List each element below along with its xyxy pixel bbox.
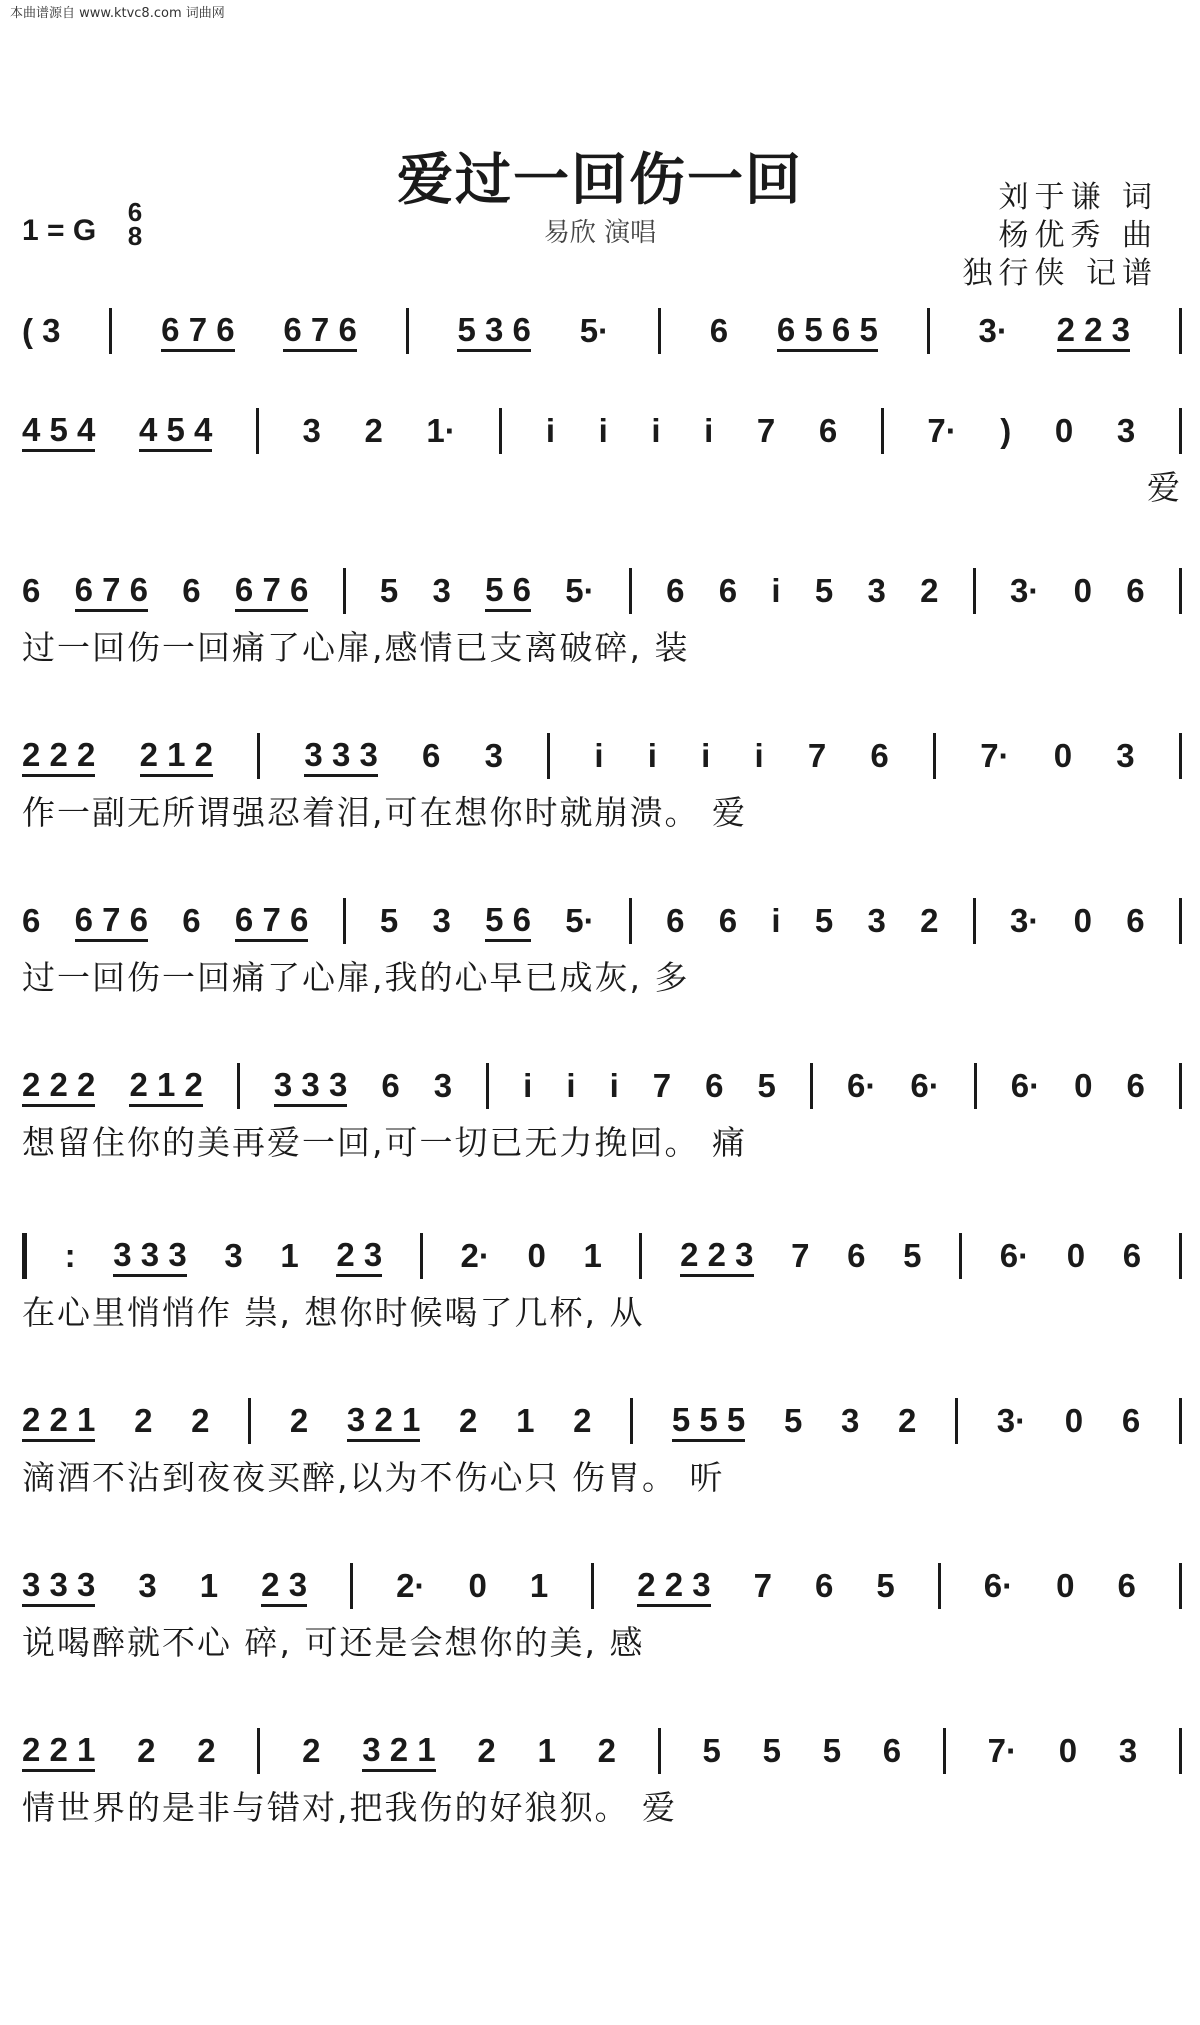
staff-line-7 xyxy=(22,1235,1182,1332)
barline xyxy=(1179,1728,1182,1774)
meter-denominator: 8 xyxy=(127,221,143,251)
note-group: 6 xyxy=(422,737,441,774)
lyrics: 想留住你的美再爱一回,可一切已无力挽回。 痛 xyxy=(22,1123,747,1162)
note-group: 5· xyxy=(565,902,595,939)
barline xyxy=(810,1063,813,1109)
barline xyxy=(257,733,260,779)
barline xyxy=(973,898,976,944)
note-group: 3 xyxy=(1116,737,1135,774)
note-group: 6 xyxy=(870,737,889,774)
note-group: 2 2 1 xyxy=(22,1731,95,1772)
note-group: i xyxy=(651,412,661,449)
note-group: 2 xyxy=(920,572,939,609)
note-group: 2 2 2 xyxy=(22,736,95,777)
barline xyxy=(933,733,936,779)
notes xyxy=(22,310,1182,352)
note-group: i xyxy=(594,737,604,774)
note-group: 6 xyxy=(1117,1567,1136,1604)
song-title: 爱过一回伤一回 xyxy=(397,147,803,213)
note-group: 6 xyxy=(22,902,41,939)
note-group: 6 xyxy=(847,1237,866,1274)
time-signature xyxy=(120,197,150,251)
note-group: 1 xyxy=(280,1237,299,1274)
note-group: 3 3 3 xyxy=(113,1236,186,1277)
note-group: 0 xyxy=(468,1567,487,1604)
note-group: 7 xyxy=(753,1567,772,1604)
lyrics: 说喝醉就不心 碎, 可还是会想你的美, 感 xyxy=(22,1623,645,1662)
note-group: 6 xyxy=(1122,1237,1142,1274)
staff-line-10 xyxy=(22,1730,1182,1827)
note-group: 2 2 3 xyxy=(637,1566,710,1607)
staff-line-5 xyxy=(22,900,1182,997)
note-group: ( 3 xyxy=(22,312,61,349)
note-group: 7· xyxy=(980,737,1010,774)
barline xyxy=(350,1563,353,1609)
note-group: 1 xyxy=(583,1237,602,1274)
note-group: 6 xyxy=(718,902,738,939)
staff-line-4 xyxy=(22,735,1182,832)
note-group: 5 xyxy=(379,902,399,939)
note-group: 2 xyxy=(920,902,939,939)
note-group: 3 xyxy=(432,902,451,939)
note-group: 3 xyxy=(224,1237,243,1274)
barline xyxy=(973,568,976,614)
note-group: 5 6 xyxy=(485,571,531,612)
note-group: 3 2 1 xyxy=(347,1401,420,1442)
note-group: 6 xyxy=(818,412,838,449)
note-group: 2 3 xyxy=(336,1236,382,1277)
notes xyxy=(22,735,1182,777)
repeat-dots: : xyxy=(64,1237,76,1274)
note-group: 3 xyxy=(1118,1732,1138,1769)
barline xyxy=(1179,408,1182,454)
note-group: 4 5 4 xyxy=(22,411,95,452)
barline xyxy=(109,308,112,354)
note-group: 5 3 6 xyxy=(457,311,530,352)
notes xyxy=(22,900,1182,942)
performer: 易欣 演唱 xyxy=(543,218,657,248)
staff-line-8 xyxy=(22,1400,1182,1497)
note-group: i xyxy=(701,737,711,774)
barline xyxy=(237,1063,240,1109)
barline xyxy=(248,1398,251,1444)
lyrics: 作一副无所谓强忍着泪,可在想你时就崩溃。 爱 xyxy=(22,793,747,832)
note-group: 3 3 3 xyxy=(304,736,377,777)
note-group: 2 2 3 xyxy=(1057,311,1130,352)
note-group: 2 xyxy=(191,1402,210,1439)
barline xyxy=(1179,308,1182,354)
note-group: 2 2 1 xyxy=(22,1401,95,1442)
note-group: 2 xyxy=(459,1402,478,1439)
watermark-text: 本曲谱源自 www.ktvc8.com 词曲网 xyxy=(10,6,225,21)
note-group: 3 xyxy=(302,412,321,449)
barline xyxy=(974,1063,977,1109)
note-group: 1· xyxy=(426,412,456,449)
note-group: 4 5 4 xyxy=(139,411,212,452)
note-group: 7 xyxy=(791,1237,810,1274)
note-group: 5· xyxy=(579,312,610,349)
barline xyxy=(658,1728,661,1774)
barline xyxy=(1179,1063,1182,1109)
barline xyxy=(927,308,930,354)
barline xyxy=(547,733,550,779)
barline xyxy=(943,1728,946,1774)
lyrics: 滴酒不沾到夜夜买醉,以为不伤心只 伤胃。 听 xyxy=(22,1458,725,1497)
barline xyxy=(881,408,884,454)
barline xyxy=(420,1233,423,1279)
barline xyxy=(406,308,409,354)
note-group: 6 xyxy=(705,1067,724,1104)
note-group: 3 3 3 xyxy=(274,1066,347,1107)
note-group: i xyxy=(598,412,608,449)
barline xyxy=(938,1563,941,1609)
note-group: 3· xyxy=(1009,902,1040,939)
note-group: i xyxy=(566,1067,576,1104)
barline xyxy=(486,1063,489,1109)
barline xyxy=(343,898,346,944)
note-group: i xyxy=(771,572,781,609)
note-group: 5· xyxy=(565,572,595,609)
notes xyxy=(22,570,1182,612)
note-group: 2 2 2 xyxy=(22,1066,95,1107)
note-group: 2 xyxy=(134,1402,153,1439)
lyrics: 爱 xyxy=(1147,468,1182,507)
barline xyxy=(1179,1398,1182,1444)
notes xyxy=(22,1400,1182,1442)
note-group: 5 xyxy=(814,902,834,939)
note-group: 5 xyxy=(702,1732,721,1769)
note-group: 7· xyxy=(927,412,957,449)
note-group: i xyxy=(704,412,714,449)
notes xyxy=(22,1065,1182,1107)
note-group: 6 xyxy=(182,572,201,609)
note-group: 7 xyxy=(652,1067,672,1104)
note-group: 6 xyxy=(815,1567,834,1604)
note-group: 2 xyxy=(573,1402,592,1439)
note-group: 2 xyxy=(597,1732,616,1769)
barline xyxy=(630,1398,633,1444)
note-group: i xyxy=(545,412,556,449)
meter-numerator: 6 xyxy=(127,197,143,227)
barline xyxy=(959,1233,962,1279)
note-group: 3 xyxy=(433,1067,453,1104)
note-group: i xyxy=(754,737,764,774)
credit-transcriber: 独行侠 记谱 xyxy=(962,256,1158,291)
note-group: 6 xyxy=(666,902,685,939)
note-group: 0 xyxy=(1058,1732,1078,1769)
note-group: 6 xyxy=(1126,1067,1145,1104)
note-group: i xyxy=(771,902,781,939)
lyrics: 过一回伤一回痛了心扉,我的心早已成灰, 多 xyxy=(22,958,690,997)
note-group: 6 xyxy=(22,572,41,609)
staff-line-9 xyxy=(22,1565,1182,1662)
note-group: 3· xyxy=(1009,572,1040,609)
note-group: 3 2 1 xyxy=(362,1731,435,1772)
note-group: i xyxy=(647,737,657,774)
barline xyxy=(1179,898,1182,944)
note-group: 1 xyxy=(529,1567,549,1604)
note-group: 2 xyxy=(364,412,383,449)
note-group: 3 xyxy=(867,572,886,609)
note-group: 0 xyxy=(1073,902,1092,939)
note-group: 5 xyxy=(876,1567,895,1604)
note-group: 2 3 xyxy=(261,1566,307,1607)
note-group: 6 7 6 xyxy=(75,901,148,942)
note-group: 3 xyxy=(867,902,886,939)
note-group: 6 xyxy=(1121,1402,1141,1439)
note-group: 1 xyxy=(199,1567,219,1604)
note-group: 6 5 6 5 xyxy=(777,311,878,352)
note-group: 6 xyxy=(182,902,201,939)
note-group: 6 xyxy=(1126,902,1145,939)
lyrics: 过一回伤一回痛了心扉,感情已支离破碎, 装 xyxy=(22,628,690,667)
note-group: 5 xyxy=(379,572,399,609)
note-group: 7 xyxy=(756,412,776,449)
note-group: 6 xyxy=(381,1067,400,1104)
note-group: 1 xyxy=(516,1402,535,1439)
note-group: 6· xyxy=(1010,1067,1041,1104)
staff-line-1 xyxy=(22,310,1182,352)
note-group: 6· xyxy=(910,1067,940,1104)
note-group: 7· xyxy=(987,1732,1017,1769)
notes xyxy=(22,1235,1182,1277)
note-group: 2 1 2 xyxy=(129,1066,202,1107)
note-group: 6· xyxy=(983,1567,1014,1604)
note-group: 2 xyxy=(898,1402,917,1439)
note-group: 0 xyxy=(1056,1567,1075,1604)
note-group: i xyxy=(523,1067,533,1104)
note-group: i xyxy=(609,1067,619,1104)
note-group: 0 xyxy=(1053,737,1073,774)
note-group: 0 xyxy=(1074,1067,1093,1104)
note-group: ) xyxy=(1000,412,1012,449)
notes xyxy=(22,1730,1182,1772)
barline xyxy=(639,1233,642,1279)
barline xyxy=(591,1563,594,1609)
staff-line-6 xyxy=(22,1065,1182,1162)
notes xyxy=(22,410,1182,452)
note-group: 2· xyxy=(396,1567,426,1604)
barline xyxy=(1179,733,1182,779)
barline xyxy=(256,408,259,454)
note-group: 2 xyxy=(477,1732,496,1769)
note-group: 5 xyxy=(762,1732,781,1769)
barline xyxy=(629,898,632,944)
note-group: 5 xyxy=(822,1732,842,1769)
note-group: 5 xyxy=(903,1237,922,1274)
note-group: 6 7 6 xyxy=(75,571,148,612)
note-group: 6 xyxy=(718,572,738,609)
barline xyxy=(955,1398,958,1444)
note-group: 5 xyxy=(757,1067,776,1104)
note-group: 5 5 5 xyxy=(672,1401,745,1442)
barline xyxy=(1179,568,1182,614)
note-group: 6 xyxy=(1126,572,1145,609)
note-group: 6· xyxy=(846,1067,877,1104)
note-group: 2 xyxy=(137,1732,156,1769)
barline xyxy=(1179,1233,1182,1279)
repeat-barline xyxy=(22,1233,27,1279)
lyrics: 在心里悄悄作 祟, 想你时候喝了几杯, 从 xyxy=(22,1293,645,1332)
note-group: 0 xyxy=(1064,1402,1084,1439)
note-group: 0 xyxy=(1054,412,1074,449)
lyrics: 情世界的是非与错对,把我伤的好狼狈。 爱 xyxy=(22,1788,677,1827)
credit-lyrics: 刘于谦 词 xyxy=(998,180,1158,215)
staff-line-2 xyxy=(22,410,1182,507)
note-group: 1 xyxy=(537,1732,556,1769)
note-group: 3· xyxy=(978,312,1008,349)
notes xyxy=(22,1565,1182,1607)
note-group: 5 xyxy=(783,1402,803,1439)
note-group: 2 xyxy=(289,1402,309,1439)
note-group: 0 xyxy=(1066,1237,1086,1274)
note-group: 5 xyxy=(814,572,834,609)
note-group: 2 xyxy=(197,1732,216,1769)
note-group: 3 xyxy=(484,737,503,774)
note-group: 0 xyxy=(1073,572,1092,609)
key-signature: 1 = G xyxy=(22,214,97,247)
note-group: 5 6 xyxy=(485,901,531,942)
barline xyxy=(257,1728,260,1774)
note-group: 3 3 3 xyxy=(22,1566,95,1607)
note-group: 2 1 2 xyxy=(140,736,213,777)
note-group: 3 xyxy=(1116,412,1136,449)
note-group: 6 xyxy=(666,572,685,609)
barline xyxy=(658,308,661,354)
note-group: 6· xyxy=(999,1237,1030,1274)
note-group: 6 xyxy=(709,312,729,349)
note-group: 2· xyxy=(460,1237,490,1274)
barline xyxy=(1179,1563,1182,1609)
barline xyxy=(629,568,632,614)
note-group: 6 xyxy=(882,1732,902,1769)
note-group: 3· xyxy=(996,1402,1027,1439)
note-group: 3 xyxy=(432,572,451,609)
staff-line-3 xyxy=(22,570,1182,667)
credit-music: 杨优秀 曲 xyxy=(998,218,1158,253)
note-group: 7 xyxy=(807,737,827,774)
note-group: 6 7 6 xyxy=(283,311,356,352)
note-group: 6 7 6 xyxy=(235,571,308,612)
note-group: 2 xyxy=(302,1732,321,1769)
note-group: 3 xyxy=(138,1567,157,1604)
barline xyxy=(343,568,346,614)
note-group: 0 xyxy=(527,1237,546,1274)
note-group: 6 7 6 xyxy=(235,901,308,942)
note-group: 2 2 3 xyxy=(680,1236,753,1277)
barline xyxy=(499,408,502,454)
note-group: 6 7 6 xyxy=(161,311,234,352)
note-group: 3 xyxy=(840,1402,860,1439)
